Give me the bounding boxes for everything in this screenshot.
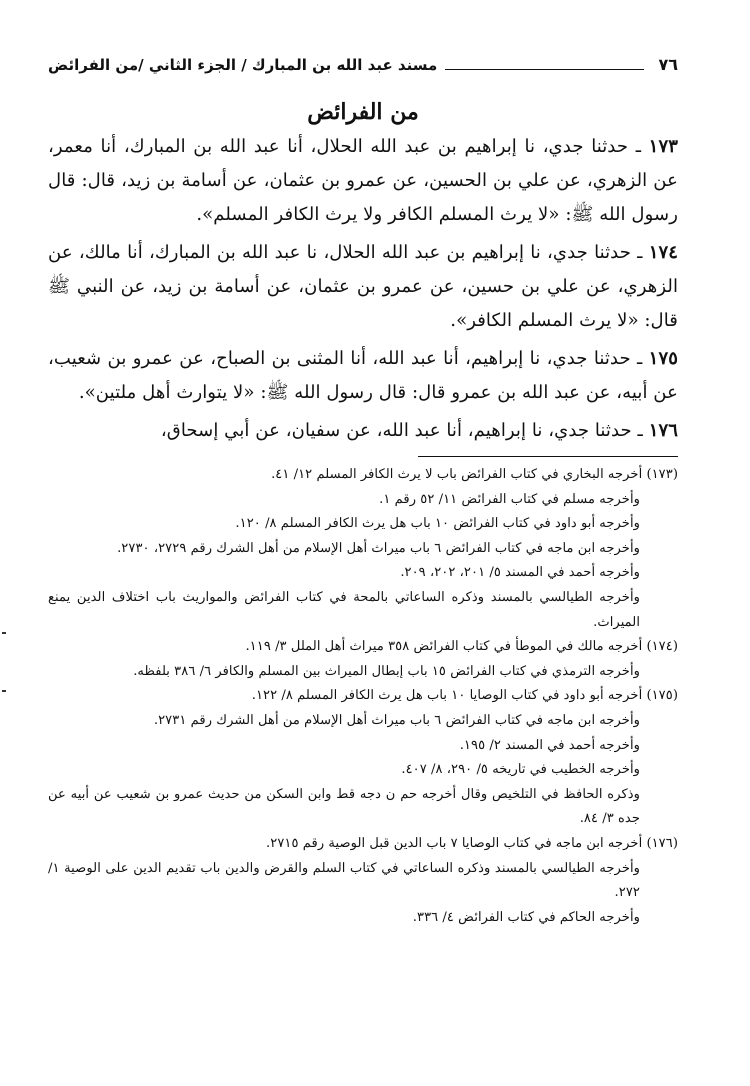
footnote-entry xyxy=(48,635,678,660)
footnote-line xyxy=(48,857,678,906)
footnote-text: وأخرجه أحمد في المسند ٢/ ١٩٥. xyxy=(459,737,640,753)
footnote-text: وأخرجه الطيالسي بالمسند وذكره الساعاتي في كتاب السلم والقرض والدين باب تقديم الدين على الوصية ١/ ٢٧٢. xyxy=(48,860,640,901)
page-header xyxy=(48,52,678,78)
footnote-line xyxy=(48,586,678,635)
footnote-text: أخرجه ابن ماجه في كتاب الوصايا ٧ باب الدين قبل الوصية رقم ٢٧١٥. xyxy=(266,835,643,851)
footnote-line xyxy=(48,758,678,783)
footnote-line xyxy=(48,734,678,759)
margin-mark xyxy=(2,632,6,634)
footnote-line xyxy=(48,660,678,685)
hadith-paragraph xyxy=(48,414,678,448)
footnote-reference: (١٧٦) xyxy=(646,835,678,851)
hadith-body: ـ حدثنا جدي، نا إبراهيم بن عبد الله الحلال، أنا عبد الله بن المبارك، أنا معمر، عن الزهري، عن علي بن الحسين، عن عمرو بن عثمان، عن أسامة بن زيد، قال: قال رسول الله ﷺ: «لا يرث المسلم الكافر ولا يرث الكافر المسلم». xyxy=(48,136,678,225)
footnote-group xyxy=(48,684,678,832)
margin-mark xyxy=(2,690,6,692)
hadith-body: ـ حدثنا جدي، نا إبراهيم، أنا عبد الله، أنا المثنى بن الصباح، عن عمرو بن شعيب، عن أبيه، عن عبد الله بن عمرو قال: قال رسول الله ﷺ: «لا يتوارث أهل ملتين». xyxy=(48,348,678,403)
hadith-body: ـ حدثنا جدي، نا إبراهيم بن عبد الله الحلال، نا عبد الله بن المبارك، أنا مالك، عن الزهري، عن علي بن حسين، عن عمرو بن عثمان، عن أسامة بن زيد، عن النبي ﷺ قال: «لا يرث المسلم الكافر». xyxy=(48,242,678,331)
footnote-line xyxy=(48,906,678,931)
footnote-line xyxy=(48,709,678,734)
footnote-text: أخرجه مالك في الموطأ في كتاب الفرائض ٣٥٨ ميراث أهل الملل ٣/ ١١٩. xyxy=(245,639,643,655)
footnote-separator xyxy=(418,456,678,457)
header-rule xyxy=(445,69,644,70)
hadith-number: ١٧٤ xyxy=(648,242,678,263)
footnote-text: وأخرجه الحاكم في كتاب الفرائض ٤/ ٣٣٦. xyxy=(412,909,640,925)
footnote-text: وذكره الحافظ في التلخيص وقال أخرجه حم ن دجه قط وابن السكن من حديث عمرو بن شعيب عن أبيه عن جده ٣/ ٨٤. xyxy=(48,786,640,827)
hadith-number: ١٧٦ xyxy=(648,420,678,441)
footnote-text: وأخرجه مسلم في كتاب الفرائض ١١/ ٥٢ رقم ١. xyxy=(379,491,640,507)
footnote-reference: (١٧٥) xyxy=(646,688,678,704)
footnote-line xyxy=(48,512,678,537)
footnote-text: وأخرجه أبو داود في كتاب الفرائض ١٠ باب هل يرث الكافر المسلم ٨/ ١٢٠. xyxy=(235,516,640,532)
footnote-text: وأخرجه ابن ماجه في كتاب الفرائض ٦ باب ميراث أهل الإسلام من أهل الشرك رقم ٢٧٢٩، ٢٧٣٠. xyxy=(117,540,640,556)
footnote-text: وأخرجه أحمد في المسند ٥/ ٢٠١، ٢٠٢، ٢٠٩. xyxy=(400,565,640,581)
footnotes xyxy=(48,463,678,930)
footnote-text: أخرجه البخاري في كتاب الفرائض باب لا يرث الكافر المسلم ١٢/ ٤١. xyxy=(271,467,643,482)
book-page xyxy=(48,52,678,930)
hadith-text xyxy=(48,130,678,448)
footnote-entry xyxy=(48,684,678,709)
hadith-paragraph xyxy=(48,236,678,338)
footnote-group xyxy=(48,463,678,635)
footnote-text: وأخرجه الخطيب في تاريخه ٥/ ٢٩٠، ٨/ ٤٠٧. xyxy=(401,762,640,778)
hadith-paragraph xyxy=(48,342,678,410)
footnote-entry xyxy=(48,463,678,488)
footnote-line xyxy=(48,537,678,562)
footnote-reference: (١٧٤) xyxy=(646,639,678,655)
page-number: ٧٦ xyxy=(658,55,678,74)
footnote-text: وأخرجه ابن ماجه في كتاب الفرائض ٦ باب ميراث أهل الإسلام من أهل الشرك رقم ٢٧٣١. xyxy=(153,712,640,728)
footnote-group xyxy=(48,635,678,684)
section-title: من الفرائض xyxy=(307,99,419,125)
footnote-entry xyxy=(48,832,678,857)
hadith-number: ١٧٥ xyxy=(648,348,678,369)
footnote-text: وأخرجه الطيالسي بالمسند وذكره الساعاتي بالمحة في كتاب الفرائض والمواريث باب اختلاف الدين يمنع الميراث. xyxy=(48,589,640,630)
hadith-paragraph xyxy=(48,130,678,232)
footnote-line xyxy=(48,561,678,586)
footnote-group xyxy=(48,832,678,930)
footnote-line xyxy=(48,488,678,513)
footnote-reference: (١٧٣) xyxy=(646,467,678,482)
footnote-line xyxy=(48,783,678,832)
running-title: مسند عبد الله بن المبارك / الجزء الثاني /من الفرائض xyxy=(48,56,438,74)
hadith-body: ـ حدثنا جدي، نا إبراهيم، أنا عبد الله، عن سفيان، عن أبي إسحاق، xyxy=(160,420,643,441)
footnote-text: أخرجه أبو داود في كتاب الوصايا ١٠ باب هل يرث الكافر المسلم ٨/ ١٢٢. xyxy=(251,688,643,704)
hadith-number: ١٧٣ xyxy=(648,136,678,157)
footnote-text: وأخرجه الترمذي في كتاب الفرائض ١٥ باب إبطال الميراث بين المسلم والكافر ٦/ ٣٨٦ بلفظه. xyxy=(133,663,640,679)
